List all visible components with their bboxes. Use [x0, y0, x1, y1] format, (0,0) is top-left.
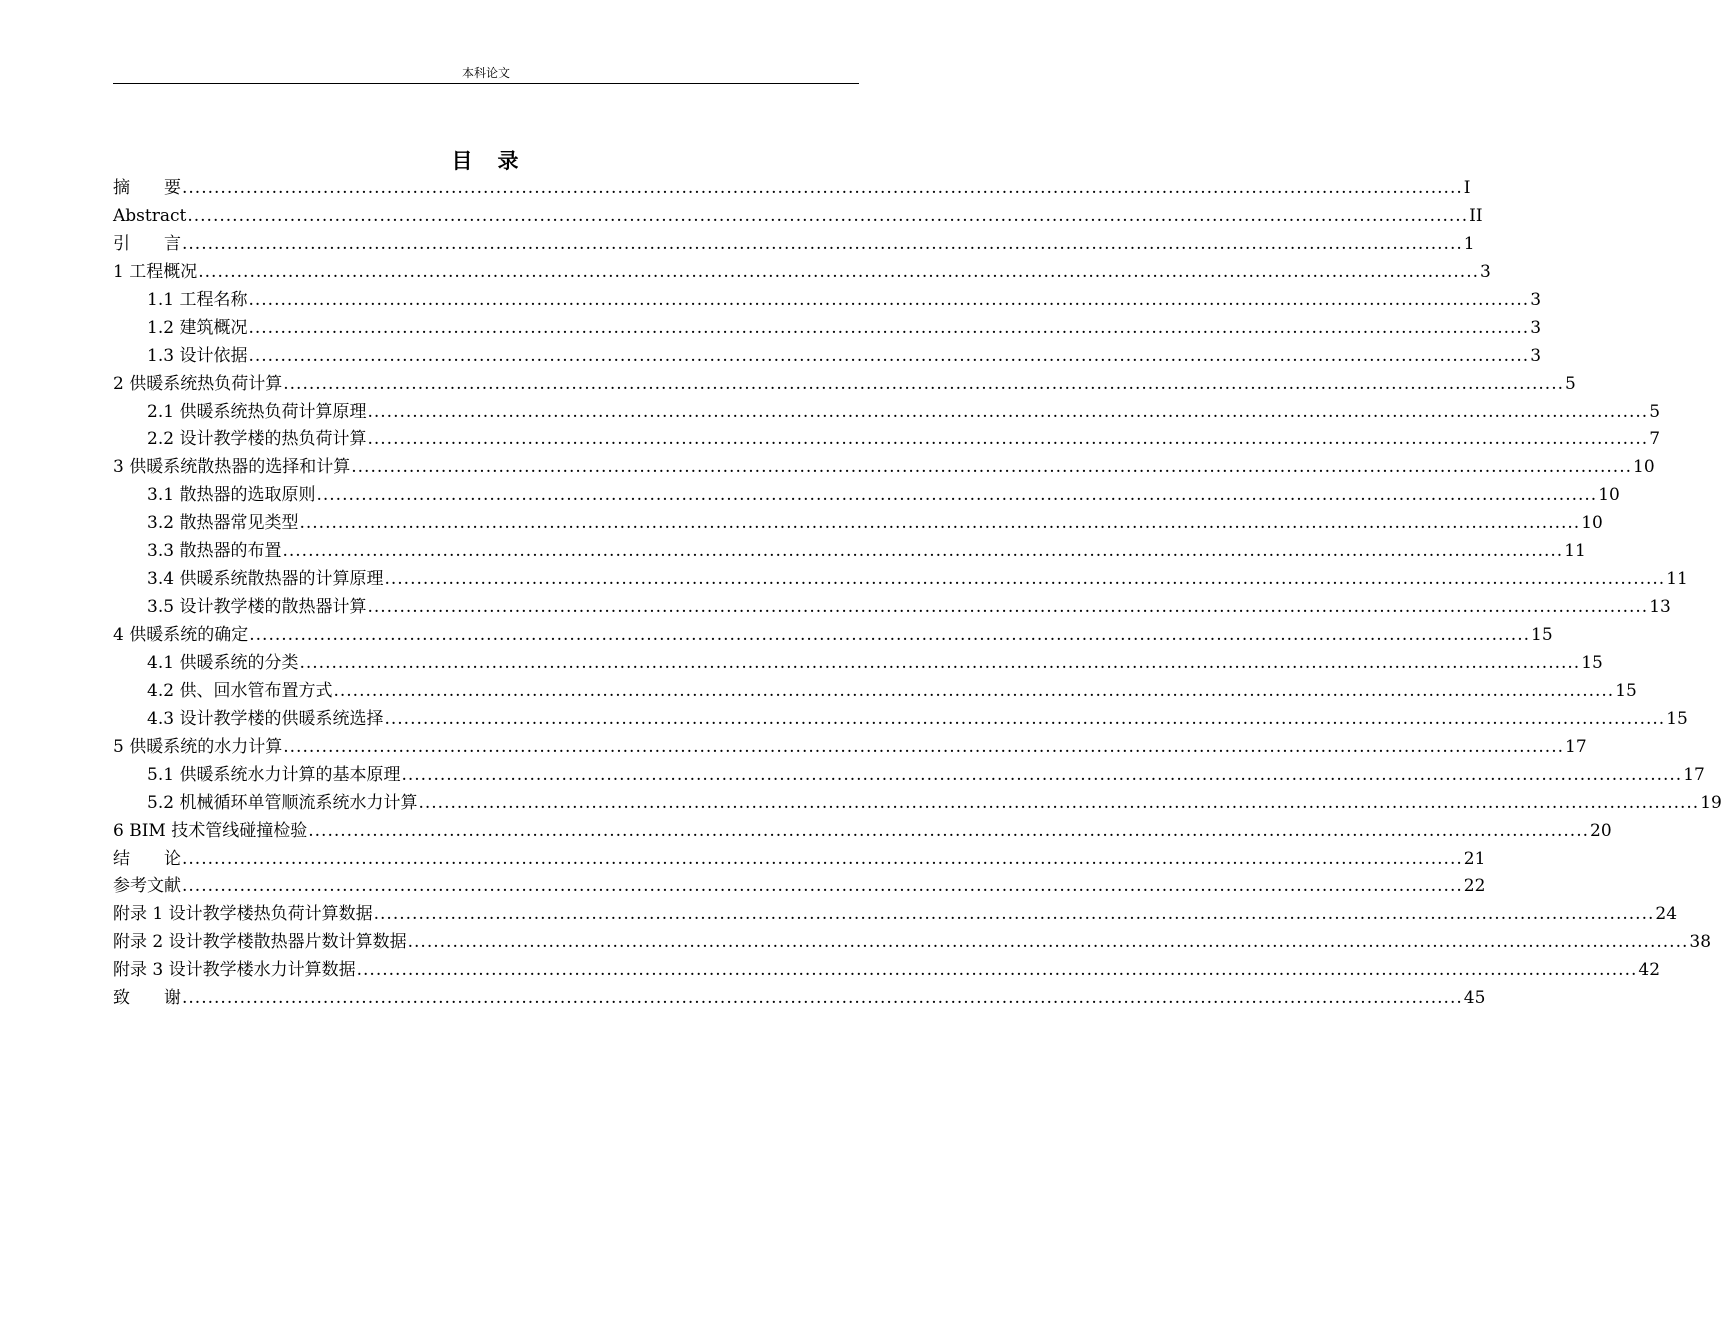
toc-leader-dots: ........................................................................................................................................................................................................ [373, 904, 1655, 925]
toc-entry-label: 5 供暖系统的水力计算 [113, 736, 283, 757]
toc-entry[interactable] [113, 538, 1586, 566]
toc-entry-page: 13 [1649, 597, 1671, 618]
toc-leader-dots: ........................................................................................................................................................................................................ [351, 457, 1632, 478]
toc-entry[interactable] [113, 846, 1486, 874]
toc-leader-dots: ........................................................................................................................................................................................................ [356, 960, 1638, 981]
toc-entry-page: 11 [1564, 541, 1586, 562]
toc-entry-label: 1.1 工程名称 [147, 289, 248, 310]
toc-entry-label: 4.2 供、回水管布置方式 [147, 680, 333, 701]
toc-entry[interactable] [113, 203, 1483, 231]
toc-entry-page: 1 [1463, 233, 1475, 254]
toc-entry[interactable] [113, 315, 1542, 343]
toc-entry[interactable] [113, 818, 1612, 846]
toc-leader-dots: ........................................................................................................................................................................................................ [367, 429, 1649, 450]
toc-entry-page: 15 [1615, 680, 1637, 701]
toc-entry-label: 5.1 供暖系统水力计算的基本原理 [147, 764, 401, 785]
toc-entry-label: 3 供暖系统散热器的选择和计算 [113, 457, 351, 478]
toc-entry[interactable] [113, 622, 1553, 650]
toc-entry[interactable] [113, 873, 1486, 901]
toc-leader-dots: ........................................................................................................................................................................................................ [283, 373, 1564, 394]
toc-entry-label: 附录 2 设计教学楼散热器片数计算数据 [113, 932, 407, 953]
toc-leader-dots: ........................................................................................................................................................................................................ [187, 205, 1469, 226]
toc-entry-page: 21 [1463, 848, 1486, 869]
toc-entry[interactable] [113, 175, 1471, 203]
toc-entry[interactable] [113, 399, 1661, 427]
toc-entry-page: 7 [1649, 429, 1661, 450]
toc-entry[interactable] [113, 957, 1661, 985]
toc-entry[interactable] [113, 426, 1661, 454]
toc-entry-page: 45 [1463, 988, 1486, 1009]
toc-leader-dots: ........................................................................................................................................................................................................ [182, 848, 1463, 869]
toc-entry[interactable] [113, 734, 1587, 762]
toc-entry-page: 3 [1530, 317, 1542, 338]
toc-list [113, 175, 1722, 1013]
toc-entry-page: 15 [1666, 708, 1688, 729]
toc-leader-dots: ........................................................................................................................................................................................................ [182, 178, 1463, 198]
toc-leader-dots: ........................................................................................................................................................................................................ [384, 708, 1666, 729]
toc-entry-label: 1.3 设计依据 [147, 345, 248, 366]
header-rule [113, 83, 859, 84]
toc-entry[interactable] [113, 678, 1637, 706]
toc-entry-label: 1.2 建筑概况 [147, 317, 248, 338]
toc-entry-page: 3 [1530, 345, 1542, 366]
toc-entry-page: 17 [1565, 736, 1587, 757]
toc-entry-label: 2 供暖系统热负荷计算 [113, 373, 283, 394]
toc-entry-label: 4 供暖系统的确定 [113, 625, 249, 645]
toc-leader-dots: ........................................................................................................................................................................................................ [308, 820, 1590, 841]
toc-leader-dots: ........................................................................................................................................................................................................ [384, 569, 1666, 590]
toc-title: 目 录 [451, 149, 521, 173]
toc-leader-dots: ........................................................................................................................................................................................................ [182, 876, 1463, 897]
toc-entry-page: 10 [1633, 457, 1655, 478]
toc-entry-page: 17 [1683, 764, 1705, 785]
toc-leader-dots: ........................................................................................................................................................................................................ [249, 625, 1530, 645]
toc-entry-label: 参考文献 [113, 876, 181, 897]
toc-leader-dots: ........................................................................................................................................................................................................ [248, 289, 1530, 310]
toc-entry-label: 4.3 设计教学楼的供暖系统选择 [147, 708, 384, 729]
toc-leader-dots: ........................................................................................................................................................................................................ [283, 736, 1564, 757]
toc-entry[interactable] [113, 706, 1688, 734]
toc-entry[interactable] [113, 510, 1603, 538]
toc-entry-label: 3.4 供暖系统散热器的计算原理 [147, 569, 384, 590]
toc-leader-dots: ........................................................................................................................................................................................................ [282, 541, 1564, 562]
toc-entry[interactable] [113, 762, 1705, 790]
toc-entry-label: 引 言 [113, 233, 181, 254]
toc-leader-dots: ........................................................................................................................................................................................................ [248, 317, 1530, 338]
toc-entry-label: 3.2 散热器常见类型 [147, 513, 299, 534]
toc-entry-page: I [1463, 178, 1471, 198]
toc-entry-page: 5 [1565, 373, 1576, 394]
toc-leader-dots: ........................................................................................................................................................................................................ [182, 988, 1463, 1009]
toc-leader-dots: ........................................................................................................................................................................................................ [248, 345, 1530, 366]
toc-entry-page: 3 [1480, 261, 1491, 282]
toc-leader-dots: ........................................................................................................................................................................................................ [316, 485, 1598, 506]
toc-entry-page: 24 [1655, 904, 1678, 925]
toc-leader-dots: ........................................................................................................................................................................................................ [401, 764, 1683, 785]
toc-leader-dots: ........................................................................................................................................................................................................ [367, 401, 1649, 422]
toc-entry-label: 2.1 供暖系统热负荷计算原理 [147, 401, 367, 422]
toc-entry-label: 4.1 供暖系统的分类 [147, 652, 299, 673]
toc-entry[interactable] [113, 790, 1722, 818]
toc-entry[interactable] [113, 566, 1688, 594]
toc-entry[interactable] [113, 929, 1712, 957]
toc-entry-page: 42 [1638, 960, 1661, 981]
toc-entry-page: 10 [1598, 485, 1620, 506]
toc-entry-page: 3 [1530, 289, 1542, 310]
running-header: 本科论文 [461, 66, 510, 80]
toc-entry-label: 3.3 散热器的布置 [147, 541, 282, 562]
toc-leader-dots: ........................................................................................................................................................................................................ [299, 513, 1581, 534]
toc-entry-label: 摘 要 [113, 178, 181, 198]
toc-leader-dots: ........................................................................................................................................................................................................ [333, 680, 1615, 701]
toc-leader-dots: ........................................................................................................................................................................................................ [407, 932, 1689, 953]
toc-entry-label: 结 论 [113, 848, 181, 869]
toc-entry-page: 10 [1581, 513, 1603, 534]
toc-entry-page: 38 [1689, 932, 1712, 953]
toc-entry[interactable] [113, 231, 1475, 259]
toc-entry[interactable] [113, 985, 1486, 1013]
toc-entry[interactable] [113, 371, 1576, 399]
toc-entry[interactable] [113, 454, 1655, 482]
toc-entry-page: 15 [1581, 652, 1603, 673]
toc-leader-dots: ........................................................................................................................................................................................................ [182, 233, 1463, 254]
toc-entry-label: 附录 3 设计教学楼水力计算数据 [113, 960, 356, 981]
toc-entry-label: 6 BIM 技术管线碰撞检验 [113, 820, 308, 841]
toc-entry[interactable] [113, 650, 1603, 678]
toc-entry-page: II [1469, 205, 1483, 226]
toc-entry-page: 20 [1590, 820, 1612, 841]
toc-entry-page: 11 [1666, 569, 1688, 590]
toc-entry-label: 3.1 散热器的选取原则 [147, 485, 316, 506]
toc-entry-label: Abstract [113, 205, 187, 226]
toc-entry-page: 15 [1531, 625, 1553, 645]
toc-entry-label: 2.2 设计教学楼的热负荷计算 [147, 429, 367, 450]
toc-entry-label: 致 谢 [113, 988, 181, 1009]
toc-entry-page: 5 [1649, 401, 1661, 422]
toc-entry[interactable] [113, 343, 1542, 371]
toc-entry[interactable] [113, 259, 1491, 287]
toc-leader-dots: ........................................................................................................................................................................................................ [367, 597, 1649, 618]
toc-entry-label: 5.2 机械循环单管顺流系统水力计算 [147, 792, 418, 813]
toc-entry-label: 1 工程概况 [113, 261, 198, 282]
toc-entry-label: 3.5 设计教学楼的散热器计算 [147, 597, 367, 618]
toc-entry-label: 附录 1 设计教学楼热负荷计算数据 [113, 904, 373, 925]
toc-entry[interactable] [113, 287, 1542, 315]
toc-entry[interactable] [113, 482, 1620, 510]
toc-leader-dots: ........................................................................................................................................................................................................ [198, 261, 1479, 282]
toc-leader-dots: ........................................................................................................................................................................................................ [299, 652, 1581, 673]
toc-entry-page: 19 [1700, 792, 1722, 813]
toc-entry[interactable] [113, 594, 1671, 622]
toc-entry[interactable] [113, 901, 1678, 929]
toc-entry-page: 22 [1463, 876, 1486, 897]
toc-leader-dots: ........................................................................................................................................................................................................ [418, 792, 1700, 813]
